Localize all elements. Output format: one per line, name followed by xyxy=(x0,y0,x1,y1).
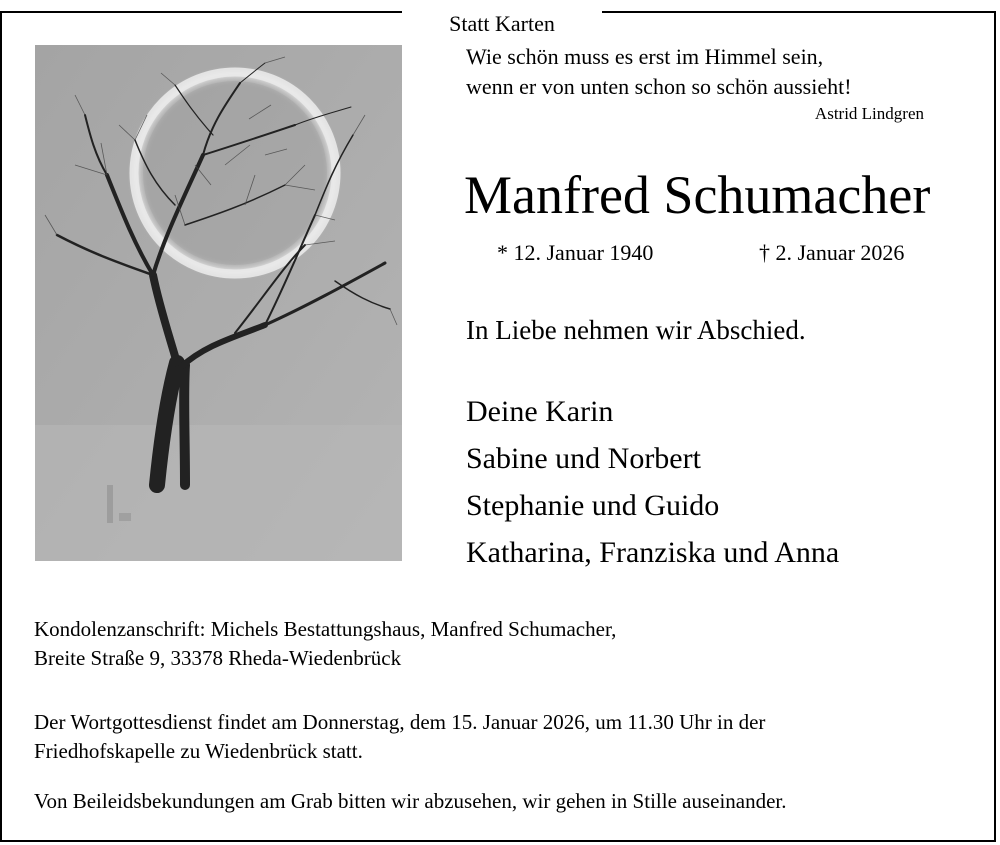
mourner-item: Stephanie und Guido xyxy=(466,489,720,522)
service-line-1: Der Wortgottesdienst findet am Donnerstag, dem 15. Januar 2026, um 11.30 Uhr in der xyxy=(34,710,766,734)
mourner-item: Sabine und Norbert xyxy=(466,442,701,475)
quote-author: Astrid Lindgren xyxy=(814,104,924,123)
death-date: † 2. Januar 2026 xyxy=(759,240,905,265)
quote xyxy=(466,42,936,102)
service-line-2: Friedhofskapelle zu Wiedenbrück statt. xyxy=(34,739,363,763)
tree-moon-painting xyxy=(35,45,402,561)
service-info xyxy=(34,708,974,766)
quote-line-1: Wie schön muss es erst im Himmel sein, xyxy=(466,44,824,69)
farewell-text: In Liebe nehmen wir Abschied. xyxy=(466,315,806,345)
mourners-list xyxy=(466,388,839,576)
condolence-address xyxy=(34,615,974,673)
mourner-item: Katharina, Franziska und Anna xyxy=(466,536,840,569)
closing-note: Von Beileidsbekundungen am Grab bitten wir abzusehen, wir gehen in Stille auseinander. xyxy=(34,789,787,813)
quote-line-2: wenn er von unten schon so schön aussieht! xyxy=(466,74,852,99)
condolence-line-2: Breite Straße 9, 33378 Rheda-Wiedenbrück xyxy=(34,646,402,670)
deceased-name: Manfred Schumacher xyxy=(464,165,931,225)
condolence-line-1: Kondolenzanschrift: Michels Bestattungshaus, Manfred Schumacher, xyxy=(34,617,617,641)
birth-date: * 12. Januar 1940 xyxy=(497,240,654,265)
header-label: Statt Karten xyxy=(402,11,602,37)
mourner-item: Deine Karin xyxy=(466,395,614,428)
